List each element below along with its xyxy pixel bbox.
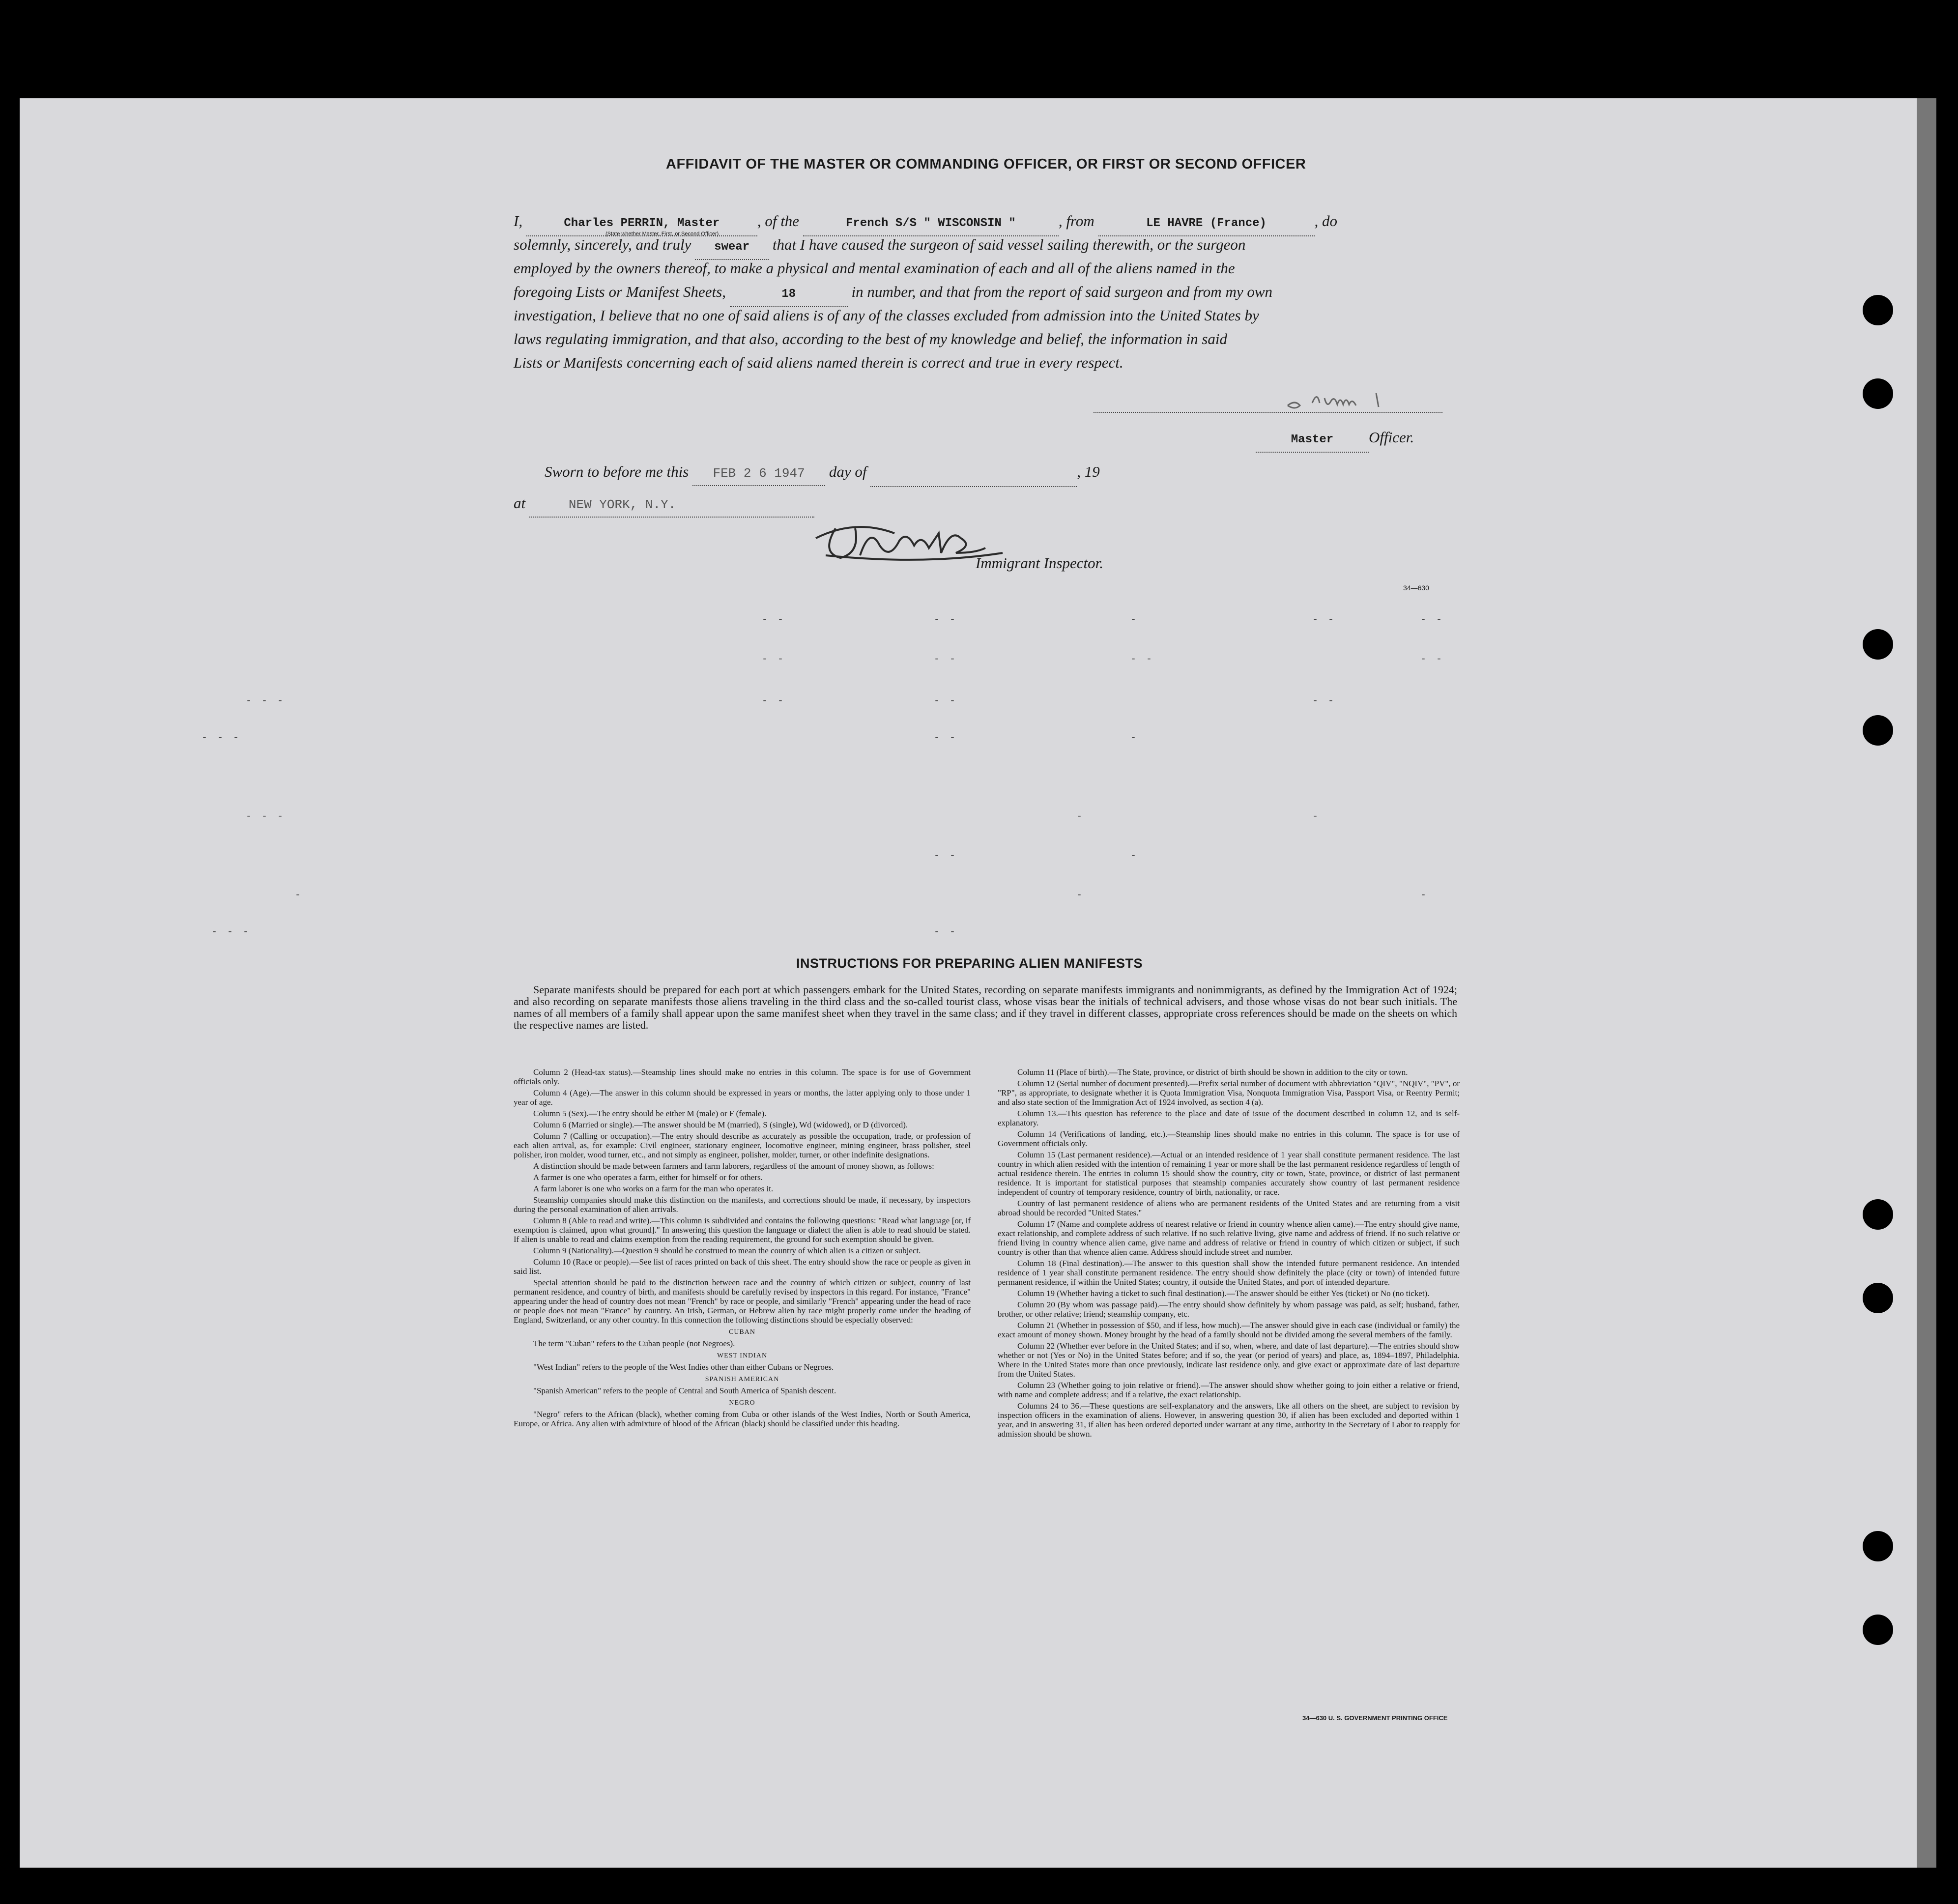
binder-hole: [1863, 295, 1893, 325]
officer-title-line: [1256, 426, 1414, 453]
instruction-paragraph: Column 20 (By whom was passage paid).—The entry should show definitely by whom passage was paid, as self; husband, father, brother, or other relative; friend; steamship company, etc.: [998, 1300, 1460, 1319]
bleed-mark: - - -: [246, 695, 286, 707]
day-of-label: day of: [829, 463, 867, 480]
instruction-paragraph: Column 23 (Whether going to join relative or friend).—The answer should show whether going to join either a relative or friend, with name and complete address; and if a relative, the exact relationship.: [998, 1381, 1460, 1399]
binder-hole: [1863, 715, 1893, 746]
bleed-mark: - -: [762, 654, 786, 665]
bleed-mark: -: [1420, 890, 1429, 901]
instruction-paragraph: A farmer is one who operates a farm, either for himself or for others.: [533, 1173, 763, 1182]
bleed-mark: - -: [934, 926, 958, 938]
bleed-mark: - - -: [246, 811, 286, 822]
bleed-mark: - -: [762, 614, 786, 626]
instruction-paragraph: Column 21 (Whether in possession of $50, and if less, how much).—The answer should give in each case (individual or family) the exact amount of money shown. Money brought by the head of a family should not be divided among the several members of the family.: [998, 1321, 1460, 1339]
i-label: I,: [514, 212, 523, 230]
bleed-mark: - -: [934, 654, 958, 665]
instruction-paragraph: Column 7 (Calling or occupation).—The entry should describe as accurately as possible the occupation, trade, or profession of each alien arrival, as, for example: Civil engineer, stationary engineer, locomotive engineer, mining engineer, brass polisher, steel polisher, iron molder, wood turner, etc., and not simply as engineer, polisher, molder, turner, or other indefinite designations.: [514, 1131, 971, 1159]
instruction-paragraph: Column 6 (Married or single).—The answer should be M (married), S (single), Wd (widowed), or D (divorced).: [533, 1120, 908, 1129]
officer-name-field: Charles PERRIN, Master: [526, 212, 757, 236]
bleed-mark: - -: [1420, 614, 1444, 626]
bleed-mark: - -: [934, 614, 958, 626]
binder-hole: [1863, 378, 1893, 409]
bleed-mark: - -: [934, 695, 958, 707]
binder-hole: [1863, 1199, 1893, 1230]
vessel-name-field: French S/S " WISCONSIN ": [803, 212, 1059, 236]
bleed-mark: -: [1312, 811, 1321, 822]
instruction-paragraph: The term "Cuban" refers to the Cuban people (not Negroes).: [533, 1339, 735, 1348]
instructions-right-column: [998, 1067, 1460, 1441]
section-heading: CUBAN: [728, 1328, 755, 1336]
sworn-label: Sworn to before me this: [545, 463, 689, 480]
text-segment: solemnly, sincerely, and truly: [514, 236, 691, 253]
instruction-paragraph: Special attention should be paid to the distinction between race and the country of which citizen or subject, country of last permanent residence, and country of birth, and manifests should be carefully revised by inspectors in this regard. For instance, "France" appearing under the head of country does not mean "French" by race or people, and similarly "French" appearing under the head of race or people does not mean "France" by country. An Irish, German, or Hebrew alien by race might properly come under the heading of England, Switzerland, or any other country. In this connection the following distinctions should be especially observed:: [514, 1278, 971, 1325]
instruction-paragraph: Column 9 (Nationality).—Question 9 should be construed to mean the country of which alien is a citizen or subject.: [533, 1246, 921, 1255]
inspector-label: Immigrant Inspector.: [976, 554, 1104, 572]
at-label: at: [514, 494, 526, 512]
officer-rank-note: (State whether Master, First, or Second Officer): [605, 231, 719, 237]
month-field: [870, 462, 1077, 487]
instruction-paragraph: A farm laborer is one who works on a farm for the man who operates it.: [533, 1184, 774, 1193]
instruction-paragraph: Column 14 (Verifications of landing, etc.).—Steamship lines should make no entries in this column. The space is for use of Government officials only.: [998, 1129, 1460, 1148]
binder-hole: [1863, 629, 1893, 660]
instruction-paragraph: Column 22 (Whether ever before in the United States; and if so, when, where, and date of last departure).—The entries should show whether or not (Yes or No) in the United States before; and if so, the year (or period of years) and place, as, 1894–1897, Philadelphia. Where in the United States more than once previously, indicate last residence only, and give exact or approximate date of last departure from the United States.: [998, 1341, 1460, 1379]
instruction-paragraph: A distinction should be made between farmers and farm laborers, regardless of the amount of money shown, as follows:: [533, 1161, 934, 1171]
instruction-paragraph: Country of last permanent residence of aliens who are permanent residents of the United States and are returning from a visit abroad should be recorded "United States.": [998, 1199, 1460, 1217]
instruction-paragraph: Column 18 (Final destination).—The answer to this question shall show the intended future permanent residence. An intended residence of 1 year shall constitute permanent residence. The entry should show definitely the place (city or town) of intended future permanent residence, if within the United States; country, if outside the United States, and port of intended departure.: [998, 1259, 1460, 1287]
instructions-title: INSTRUCTIONS FOR PREPARING ALIEN MANIFESTS: [796, 956, 1143, 971]
officer-label: Officer.: [1369, 429, 1414, 446]
place-stamp: NEW YORK, N.Y.: [529, 493, 814, 518]
section-heading: SPANISH AMERICAN: [705, 1376, 779, 1383]
do-label: , do: [1314, 212, 1337, 230]
instructions-intro: Separate manifests should be prepared for each port at which passengers embark for the United States, recording on separate manifests immigrants and nonimmigrants, as defined by the Immigration Act of 1924; and also recording on separate manifests those aliens traveling in the third class and the so-called tourist class, whose visas bear the initials of technical advisers, and those whose visas do not bear such initials. The names of all members of a family shall appear upon the same manifest sheet when they travel in the same class; and if they travel in different classes, appropriate cross references should be made on the sheets on which the respective names are listed.: [514, 983, 1457, 1031]
bleed-mark: - -: [1420, 654, 1444, 665]
oath-field: swear: [695, 235, 769, 260]
instruction-paragraph: Column 2 (Head-tax status).—Steamship lines should make no entries in this column. The space is for use of Government officials only.: [514, 1067, 971, 1086]
sworn-line: [545, 460, 1100, 487]
affidavit-line-7: Lists or Manifests concerning each of said aliens named therein is correct and true in every respect.: [514, 354, 1123, 371]
instructions-left-column: [514, 1067, 971, 1430]
instruction-paragraph: Column 8 (Able to read and write).—This column is subdivided and contains the following questions: "Read what language [or, if exemption is claimed, upon what ground]." In answering this question the language or dialect the alien is able to read should be stated. If alien is unable to read and claims exemption from the reading requirement, the ground for such exemption should be given.: [514, 1216, 971, 1244]
bleed-mark: - -: [762, 695, 786, 707]
at-line: [514, 491, 814, 518]
bleed-mark: - -: [1312, 695, 1336, 707]
of-the-label: , of the: [757, 212, 800, 230]
instruction-paragraph: Column 11 (Place of birth).—The State, province, or district of birth should be shown in addition to the city or town.: [1017, 1067, 1408, 1077]
instruction-paragraph: Column 19 (Whether having a ticket to such final destination).—The answer should be either Yes (ticket) or No (no ticket).: [1017, 1289, 1430, 1298]
bleed-mark: -: [1076, 890, 1085, 901]
text-segment: foregoing Lists or Manifest Sheets,: [514, 283, 726, 300]
section-heading: NEGRO: [729, 1399, 755, 1407]
affidavit-line-2: [514, 233, 1245, 260]
bleed-mark: -: [295, 890, 303, 901]
bleed-mark: -: [1130, 614, 1139, 626]
affidavit-line-5: investigation, I believe that no one of said aliens is of any of the classes excluded from admission into the United States by: [514, 307, 1259, 324]
bleed-mark: -: [1076, 811, 1085, 822]
from-label: , from: [1058, 212, 1094, 230]
form-number-top: 34—630: [1403, 584, 1429, 592]
bleed-mark: -: [1130, 732, 1139, 744]
text-segment: that I have caused the surgeon of said vessel sailing therewith, or the surgeon: [772, 236, 1246, 253]
bleed-mark: - -: [1312, 614, 1336, 626]
bleed-mark: - - -: [202, 732, 241, 744]
binder-hole: [1863, 1531, 1893, 1561]
departure-port-field: LE HAVRE (France): [1098, 212, 1315, 236]
instruction-paragraph: Column 15 (Last permanent residence).—Actual or an intended residence of 1 year shall constitute permanent residence. The last country in which alien resided with the intention of remaining 1 year or more shall be the last permanent residence regardless of length of actual residence therein. The entries in column 15 should show the country, city or town, State, province, or district of last permanent residence. It is important for statistical purposes that steamship companies accurately show country of last permanent residence independent of country of temporary residence, country of birth, nationality, or race.: [998, 1150, 1460, 1197]
affidavit-line-4: [514, 280, 1272, 307]
affidavit-line-3: employed by the owners thereof, to make a physical and mental examination of each and all of the aliens named in the: [514, 260, 1235, 277]
year-label: , 19: [1077, 463, 1100, 480]
affidavit-title: AFFIDAVIT OF THE MASTER OR COMMANDING OFFICER, OR FIRST OR SECOND OFFICER: [666, 156, 1306, 172]
instruction-paragraph: "West Indian" refers to the people of the West Indies other than either Cubans or Negroes.: [533, 1362, 834, 1372]
instruction-paragraph: Column 17 (Name and complete address of nearest relative or friend in country whence alien came).—The entry should give name, exact relationship, and complete address of such relative. If no such relative living, give name and address of friend. If no such relative or friend living in country whence alien came, give name and address of relative or friend in country of which citizen or subject, if such country is other than that whence alien came. Address should include street and number.: [998, 1219, 1460, 1257]
bleed-mark: - -: [1130, 654, 1154, 665]
bleed-mark: - -: [934, 732, 958, 744]
binder-hole: [1863, 1283, 1893, 1313]
instruction-paragraph: Column 12 (Serial number of document presented).—Prefix serial number of document with abbreviation "QIV", "NQIV", "PV", or "RP", as appropriate, to designate whether it is Quota Immigration Visa, Nonquota Immigration Visa, Passport Visa, or Reentry Permit; and also state section of the Immigration Act of 1924 involved, as section 4 (a).: [998, 1079, 1460, 1107]
instruction-paragraph: Column 5 (Sex).—The entry should be either M (male) or F (female).: [533, 1109, 767, 1118]
instruction-paragraph: Column 10 (Race or people).—See list of races printed on back of this sheet. The entry should show the race or people as given in said list.: [514, 1257, 971, 1276]
bleed-mark: - - -: [211, 926, 251, 938]
section-heading: WEST INDIAN: [717, 1352, 768, 1359]
page-edge: [1917, 98, 1936, 1868]
sworn-date-stamp: FEB 2 6 1947: [692, 462, 825, 486]
bleed-mark: -: [1130, 850, 1139, 862]
instruction-paragraph: "Spanish American" refers to the people of Central and South America of Spanish descent.: [533, 1386, 836, 1395]
instruction-paragraph: Steamship companies should make this distinction on the manifests, and corrections should be made, if necessary, by inspectors during the personal examination of alien arrivals.: [514, 1195, 971, 1214]
binder-hole: [1863, 1615, 1893, 1645]
instruction-paragraph: Column 13.—This question has reference to the place and date of issue of the document described in column 12, and is self-explanatory.: [998, 1109, 1460, 1127]
sheet-count-field: 18: [730, 283, 848, 307]
master-signature: [1278, 383, 1455, 418]
affidavit-line-6: laws regulating immigration, and that also, according to the best of my knowledge and belief, the information in said: [514, 330, 1228, 347]
text-segment: in number, and that from the report of said surgeon and from my own: [851, 283, 1273, 300]
printing-office-footer: 34—630 U. S. GOVERNMENT PRINTING OFFICE: [1302, 1714, 1448, 1722]
instruction-paragraph: Column 4 (Age).—The answer in this column should be expressed in years or months, the latter applying only to those under 1 year of age.: [514, 1088, 971, 1107]
officer-rank-field: Master: [1256, 428, 1369, 453]
bleed-mark: - -: [934, 850, 958, 862]
instruction-paragraph: Columns 24 to 36.—These questions are self-explanatory and the answers, like all others on the sheet, are subject to revision by inspection officers in the examination of aliens. However, in answering question 30, if alien has been excluded and deported within 1 year, and in answering 31, if alien has been ordered deported under warrant at any time, authority in the Secretary of Labor to reapply for admission should be shown.: [998, 1401, 1460, 1439]
instruction-paragraph: "Negro" refers to the African (black), whether coming from Cuba or other islands of the West Indies, North or South America, Europe, or Africa. Any alien with admixture of blood of the African (black) should be classified under this heading.: [514, 1410, 971, 1428]
